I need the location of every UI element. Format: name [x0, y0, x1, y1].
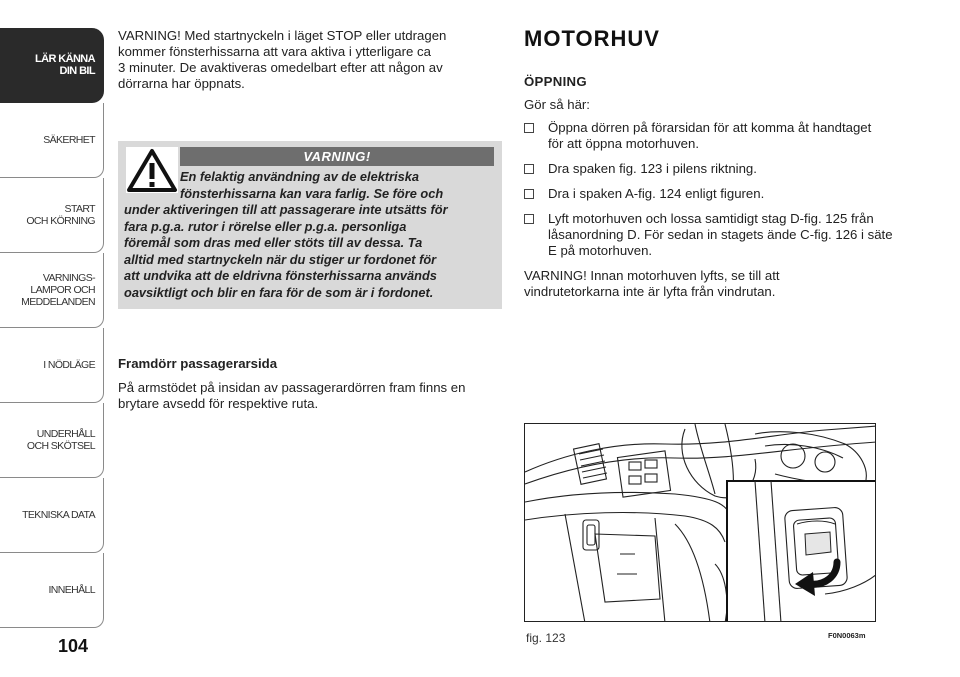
tab-varningslampor[interactable] [0, 253, 104, 328]
tab-start-och-korning[interactable] [0, 178, 104, 253]
tab-label: START [64, 203, 95, 215]
tab-sakerhet[interactable] [0, 103, 104, 178]
warning-header: VARNING! [180, 147, 494, 166]
text-line: brytare avsedd för respektive ruta. [118, 396, 319, 411]
step-line: Dra i spaken A-fig. 124 enligt figuren. [548, 186, 765, 201]
text-line: 3 minuter. De avaktiveras omedelbart efter att någon av [118, 60, 443, 75]
instructions-intro: Gör så här: [524, 97, 590, 112]
section-title: MOTORHUV [524, 26, 660, 51]
tab-label: SÄKERHET [43, 134, 95, 146]
tab-label: MEDDELANDEN [21, 296, 95, 308]
figure-123-dashboard-illustration [524, 423, 876, 622]
tab-label: VARNINGS- [42, 272, 95, 284]
tab-label: INNEHÅLL [48, 584, 95, 596]
step-line: E på motorhuven. [548, 243, 653, 258]
text-line: kommer fönsterhissarna att vara aktiva i ytterligare ca [118, 44, 431, 59]
tab-label: OCH KÖRNING [26, 215, 95, 227]
figure-code: F0N0063m [828, 631, 866, 640]
page-number: 104 [58, 636, 89, 656]
warning-box [118, 141, 502, 309]
step-line: Öppna dörren på förarsidan för att komma åt handtaget [548, 120, 872, 135]
tab-label: DIN BIL [59, 65, 95, 77]
hood-warning-line: vindrutetorkarna inte är lyfta från vindrutan. [524, 284, 776, 299]
intro-warning-text [118, 28, 502, 92]
list-item [524, 161, 904, 177]
step-line: Lyft motorhuven och lossa samtidigt stag D-fig. 125 från [548, 211, 874, 226]
motorhuv-section [524, 26, 904, 300]
tab-lar-kanna-din-bil[interactable] [0, 28, 104, 103]
step-line: låsanordning D. För sedan in stagets ände C-fig. 126 i säte [548, 227, 893, 242]
text-line: dörrarna har öppnats. [118, 76, 245, 91]
step-line: för att öppna motorhuven. [548, 136, 700, 151]
subsection-heading: ÖPPNING [524, 74, 587, 89]
checkbox-bullet-icon [524, 189, 534, 199]
tab-underhall[interactable] [0, 403, 104, 478]
chapter-tabs [0, 28, 104, 628]
warning-line: att undvika att de eldrivna fönsterhissarna används [124, 268, 437, 283]
list-item [524, 186, 904, 202]
tab-label: LÄR KÄNNA [35, 53, 95, 65]
step-line: Dra spaken fig. 123 i pilens riktning. [548, 161, 757, 176]
warning-body [124, 169, 498, 301]
warning-line: En felaktig användning av de elektriska [180, 169, 419, 184]
subheading-framdorr: Framdörr passagerarsida [118, 356, 278, 371]
tab-label: UNDERHÅLL [36, 428, 95, 440]
checkbox-bullet-icon [524, 214, 534, 224]
dashboard-drawing [525, 424, 876, 622]
tab-label: TEKNISKA DATA [22, 509, 95, 521]
warning-line: under aktiveringen till att passagerare inte utsätts för [124, 202, 448, 217]
list-item [524, 120, 904, 152]
framdorr-text [118, 380, 502, 412]
warning-line: alltid med startnyckeln när du stiger ur fordonet för [124, 251, 437, 267]
figure-caption: fig. 123 [526, 631, 566, 645]
step-list [524, 120, 904, 259]
tab-tekniska-data[interactable] [0, 478, 104, 553]
warning-line: fara p.g.a. rutor i rörelse eller p.g.a. personliga [124, 218, 407, 234]
warning-line: föremål som dras med eller stöts till av dessa. Ta [124, 235, 423, 250]
text-line: VARNING! Med startnyckeln i läget STOP eller utdragen [118, 28, 447, 43]
list-item [524, 211, 904, 259]
tab-label: LAMPOR OCH [30, 284, 95, 296]
warning-line: oavsiktligt och blir en fara för de som är i fordonet. [124, 284, 434, 300]
tab-i-nodlage[interactable] [0, 328, 104, 403]
tab-innehall[interactable] [0, 553, 104, 628]
hood-warning-line: VARNING! Innan motorhuven lyfts, se till att [524, 268, 780, 283]
checkbox-bullet-icon [524, 123, 534, 133]
text-line: På armstödet på insidan av passagerardörren fram finns en [118, 380, 466, 395]
checkbox-bullet-icon [524, 164, 534, 174]
tab-label: OCH SKÖTSEL [26, 440, 95, 452]
warning-line: fönsterhissarna kan vara farlig. Se före och [180, 185, 444, 201]
tab-label: I NÖDLÄGE [43, 359, 95, 371]
